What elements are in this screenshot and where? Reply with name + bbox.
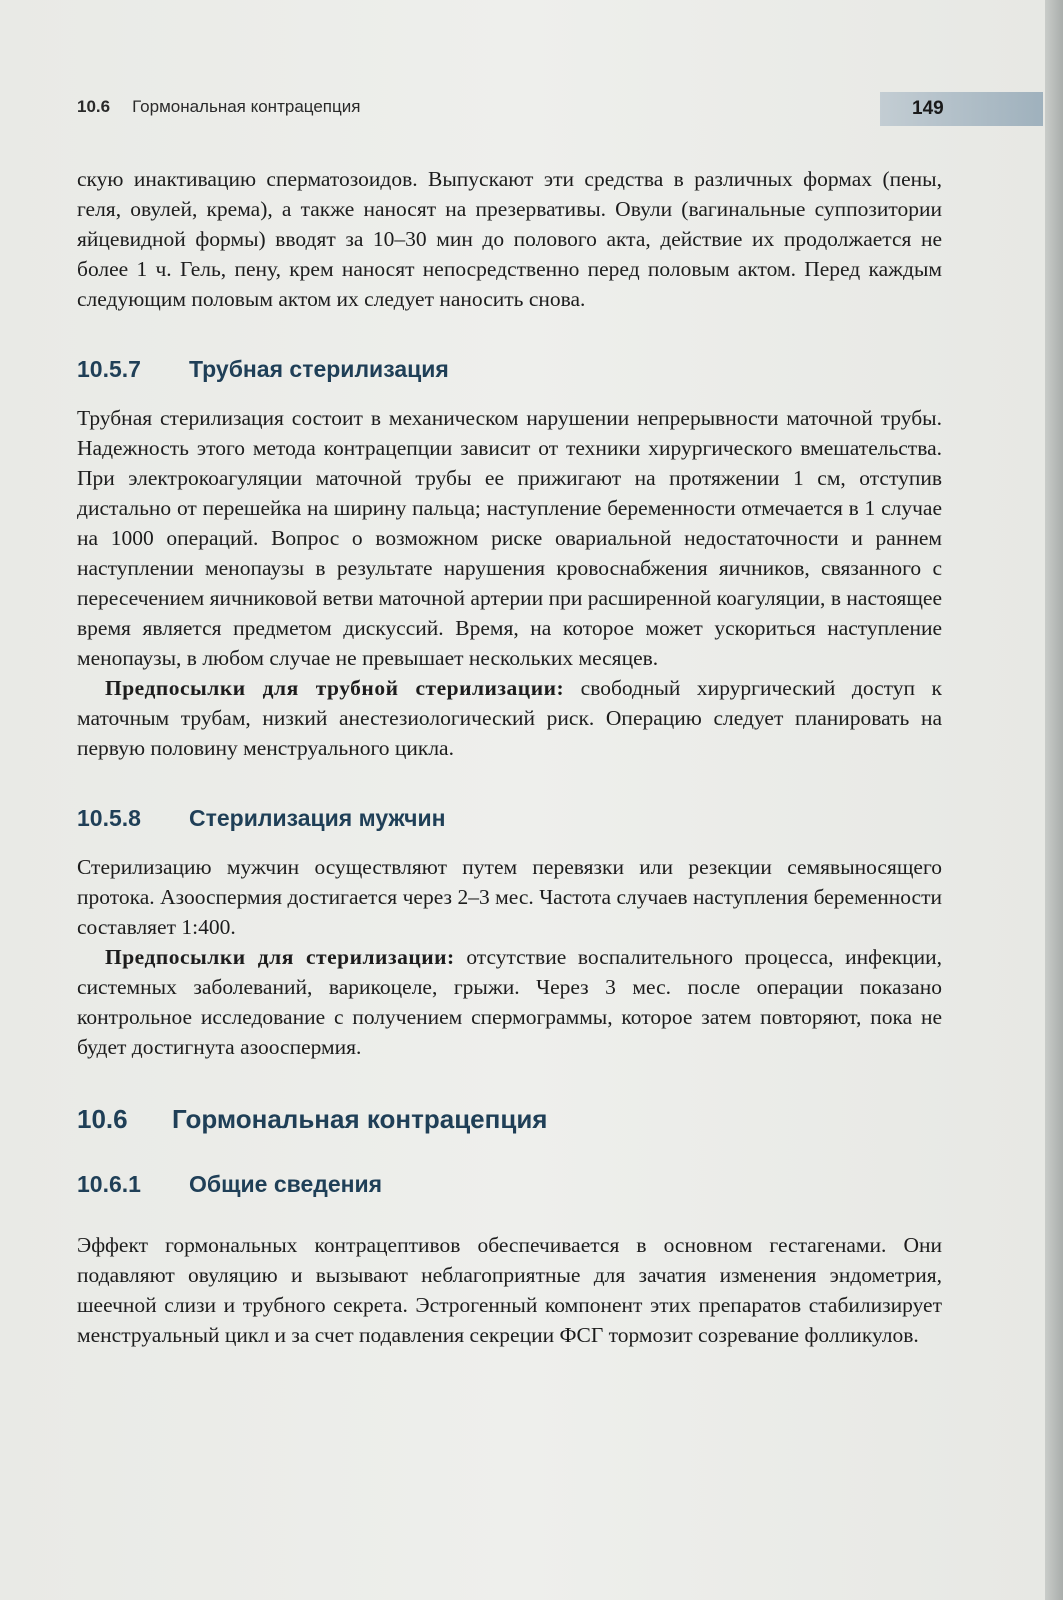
page-content [77, 164, 942, 1350]
page-edge [1045, 0, 1063, 1600]
paragraph-male-sterilization: Стерилизацию мужчин осуществляют путем перевязки или резекции семявыносящего протока. Азооспермия достигается через 2–3 мес. Частота случаев наступления беременности составляет 1:400. [77, 855, 942, 939]
heading-number: 10.6.1 [77, 1171, 141, 1197]
paragraph-male-prerequisites: Предпосылки для стерилизации: отсутствие воспалительного процесса, инфекции, системных заболеваний, варикоцеле, грыжи. Через 3 мес. после операции показано контрольное исследование с получением спермограммы, которое затем повторяют, пока не будет достигнута азооспермия. [77, 945, 942, 1059]
heading-10-5-7 [77, 356, 942, 383]
heading-title: Трубная стерилизация [189, 356, 449, 382]
heading-title: Стерилизация мужчин [189, 805, 446, 831]
heading-title: Гормональная контрацепция [172, 1104, 548, 1134]
paragraph-tubal-sterilization: Трубная стерилизация состоит в механическом нарушении непрерывности маточной трубы. Надежность этого метода контрацепции зависит от техники хирургического вмешательства. При электрокоагуляции маточной трубы ее прижигают на протяжении 1 см, отступив дистально от перешейка на ширину пальца; наступление беременности отмечается в 1 случае на 1000 операций. Вопрос о возможном риске овариальной недостаточности и раннем наступлении менопаузы в результате нарушения кровоснабжения яичников, связанного с пересечением яичниковой ветви маточной артерии при расширенной коагуляции, в настоящее время является предметом дискуссий. Время, на которое может ускориться наступление менопаузы, в любом случае не превышает нескольких месяцев. [77, 406, 942, 670]
heading-10-6 [77, 1104, 942, 1135]
running-head-title: Гормональная контрацепция [132, 97, 361, 116]
heading-10-5-8 [77, 805, 942, 832]
heading-number: 10.6 [77, 1104, 128, 1134]
heading-number: 10.5.7 [77, 356, 141, 382]
paragraph-hormonal-general: Эффект гормональных контрацептивов обеспечивается в основном гестагенами. Они подавляют овуляцию и вызывают неблагоприятные для зачатия изменения эндометрия, шеечной слизи и трубного секрета. Эстрогенный компонент этих препаратов стабилизирует менструальный цикл и за счет подавления секреции ФСГ тормозит созревание фолликулов. [77, 1233, 942, 1347]
bold-lead: Предпосылки для трубной стерилизации: [105, 676, 565, 700]
running-head-number: 10.6 [77, 97, 111, 116]
paragraph-tubal-prerequisites: Предпосылки для трубной стерилизации: свободный хирургический доступ к маточным трубам, низкий анестезиологический риск. Операцию следует планировать на первую половину менструального цикла. [77, 676, 942, 760]
heading-number: 10.5.8 [77, 805, 141, 831]
page-number: 149 [912, 98, 944, 119]
running-head [77, 97, 977, 123]
paragraph-continued: скую инактивацию сперматозоидов. Выпускают эти средства в различных формах (пены, геля, овулей, крема), а также наносят на презервативы. Овули (вагинальные суппозитории яйцевидной формы) вводят за 10–30 мин до полового акта, действие их продолжается не более 1 ч. Гель, пену, крем наносят непосредственно перед половым актом. Перед каждым следующим половым актом их следует наносить снова. [77, 167, 942, 311]
heading-10-6-1 [77, 1171, 942, 1198]
bold-lead: Предпосылки для стерилизации: [105, 945, 455, 969]
heading-title: Общие сведения [189, 1171, 383, 1197]
